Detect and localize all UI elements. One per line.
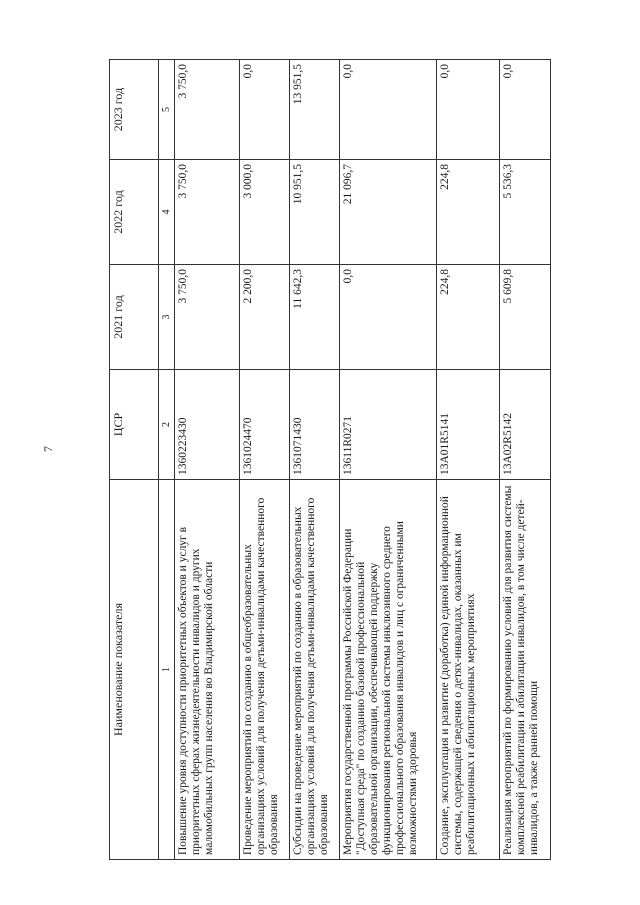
header-2023: 2023 год <box>110 60 159 160</box>
header-2022: 2022 год <box>110 160 159 265</box>
row-csr: 13А02R5142 <box>500 370 551 480</box>
budget-table <box>109 59 551 860</box>
row-2023: 13 951,5 <box>290 60 340 160</box>
header-row <box>110 60 159 860</box>
row-2022: 3 750,0 <box>175 160 240 265</box>
row-csr: 1361024470 <box>240 370 290 480</box>
row-2022: 21 096,7 <box>340 160 437 265</box>
row-name: Создание, эксплуатация и развитие (доработка) единой информационной системы, содержащей сведения о детях-инвалидах, оказанных им реабилитационных и абилитационных мероприятиях <box>437 480 500 860</box>
row-2021: 224,8 <box>437 265 500 370</box>
row-2023: 0,0 <box>500 60 551 160</box>
row-2023: 0,0 <box>340 60 437 160</box>
row-name: Субсидии на проведение мероприятий по созданию в образовательных организациях условий для получения детьми-инвалидами качественного образования <box>290 480 340 860</box>
row-2022: 10 951,5 <box>290 160 340 265</box>
table-row <box>290 60 340 860</box>
row-2023: 3 750,0 <box>175 60 240 160</box>
row-csr: 1360223430 <box>175 370 240 480</box>
row-2021: 5 609,8 <box>500 265 551 370</box>
row-2023: 0,0 <box>240 60 290 160</box>
row-csr: 13611R0271 <box>340 370 437 480</box>
row-name: Реализация мероприятий по формированию условий для развития системы комплексной реабилитации и абилитации инвалидов, в том числе детей-инвалидов, а также ранней помощи <box>500 480 551 860</box>
table-row <box>240 60 290 860</box>
index-cell: 4 <box>159 160 175 265</box>
row-2021: 3 750,0 <box>175 265 240 370</box>
row-name: Мероприятия государственной программы Российской Федерации "Доступная среда" по созданию базовой профессиональной образовательной организации, обеспечивающей поддержку функционирования региональной системы инклюзивного среднего профессионального образования инвалидов и лиц с ограниченными возможностями здоровья <box>340 480 437 860</box>
table-row <box>437 60 500 860</box>
row-csr: 1361071430 <box>290 370 340 480</box>
row-csr: 13А01R5141 <box>437 370 500 480</box>
row-2021: 2 200,0 <box>240 265 290 370</box>
index-cell: 1 <box>159 480 175 860</box>
index-row <box>159 60 175 860</box>
row-2023: 0,0 <box>437 60 500 160</box>
page-number: 7 <box>41 446 55 452</box>
table-row <box>175 60 240 860</box>
table-row <box>340 60 437 860</box>
row-2021: 0,0 <box>340 265 437 370</box>
header-name: Наименование показателя <box>110 480 159 860</box>
row-name: Проведение мероприятий по созданию в общеобразовательных организациях условий для получения детьми-инвалидами качественного образования <box>240 480 290 860</box>
header-csr: ЦСР <box>110 370 159 480</box>
row-2022: 5 536,3 <box>500 160 551 265</box>
header-2021: 2021 год <box>110 265 159 370</box>
row-name: Повышение уровня доступности приоритетных объектов и услуг в приоритетных сферах жизнедеятельности инвалидов и других маломобильных групп населения во Владимирской области <box>175 480 240 860</box>
row-2022: 224,8 <box>437 160 500 265</box>
index-cell: 3 <box>159 265 175 370</box>
row-2021: 11 642,3 <box>290 265 340 370</box>
row-2022: 3 000,0 <box>240 160 290 265</box>
rotated-table-container <box>109 60 540 860</box>
index-cell: 2 <box>159 370 175 480</box>
index-cell: 5 <box>159 60 175 160</box>
table-row <box>500 60 551 860</box>
